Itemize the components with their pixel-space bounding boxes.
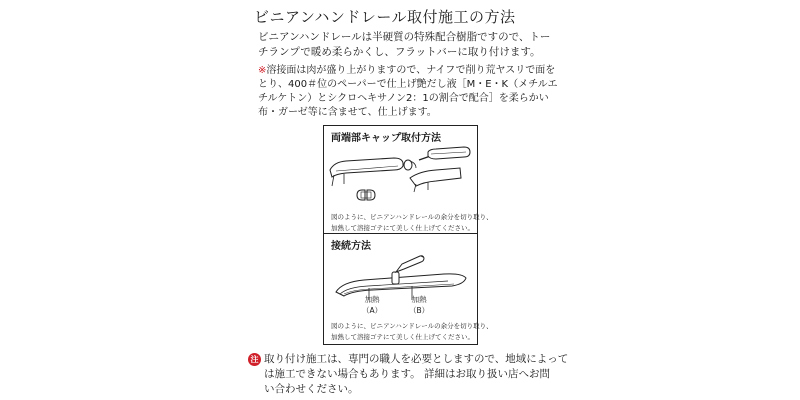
heat-label-b-bottom: （B）	[409, 306, 430, 315]
caption-line: 加熱して溶接ゴテにて美しく仕上げてください。	[331, 224, 474, 232]
joint-method-illustration	[324, 244, 477, 304]
cap-installation-title: 両端部キャップ取付方法	[331, 133, 441, 144]
cap-installation-box	[323, 125, 493, 236]
joint-method-box	[323, 233, 493, 345]
warning-badge-icon: 注	[248, 353, 261, 366]
joint-method-caption	[331, 321, 493, 343]
warning-line: 取り付け施工は、専門の職人を必要としますので、地域によって	[264, 353, 569, 365]
heat-label-b-top: 加熱	[411, 295, 427, 304]
note-line: チルケトン）とシクロヘキサノン2：1の割合で配合］を柔らかい	[258, 93, 549, 104]
intro-line: チランプで暖め柔らかくし、フラットバーに取り付けます。	[258, 46, 541, 58]
warning-text	[264, 352, 569, 397]
intro-paragraph	[258, 30, 558, 60]
note-line: 布・ガーゼ等に含ませて、仕上げます。	[258, 107, 437, 118]
heat-label-a-top: 加熱	[364, 295, 380, 304]
page-title: ビニアンハンドレール取付施工の方法	[254, 8, 516, 26]
heat-label-a-bottom: （A）	[362, 306, 383, 315]
warning-line: は施工できない場合もあります。 詳細はお取り扱い店へお問	[264, 368, 550, 380]
note-line: とり、400＃位のペーパーで仕上げ艶だし液［M・E・K（メチルエ	[258, 79, 558, 90]
warning-line: い合わせください。	[264, 383, 359, 395]
caption-line: 図のように、ビニアンハンドレールの余分を切り取り、	[331, 213, 493, 221]
heat-label-b	[409, 294, 429, 316]
cap-installation-caption	[331, 212, 493, 234]
cap-installation-illustration	[324, 144, 477, 210]
cap-piece-icon	[357, 190, 375, 200]
joint-method-title: 接続方法	[331, 241, 371, 252]
note-mark: ※	[258, 65, 267, 76]
heat-label-a	[362, 294, 382, 316]
note-paragraph	[258, 64, 558, 120]
note-line	[258, 64, 558, 78]
intro-line: ビニアンハンドレールは半硬質の特殊配合樹脂ですので、トー	[258, 31, 551, 43]
caption-line: 加熱して溶接ゴテにて美しく仕上げてください。	[331, 333, 474, 341]
caption-line: 図のように、ビニアンハンドレールの余分を切り取り、	[331, 322, 493, 330]
note-line-text: 溶接面は肉が盛り上がりますので、ナイフで削り荒ヤスリで面を	[266, 65, 556, 76]
